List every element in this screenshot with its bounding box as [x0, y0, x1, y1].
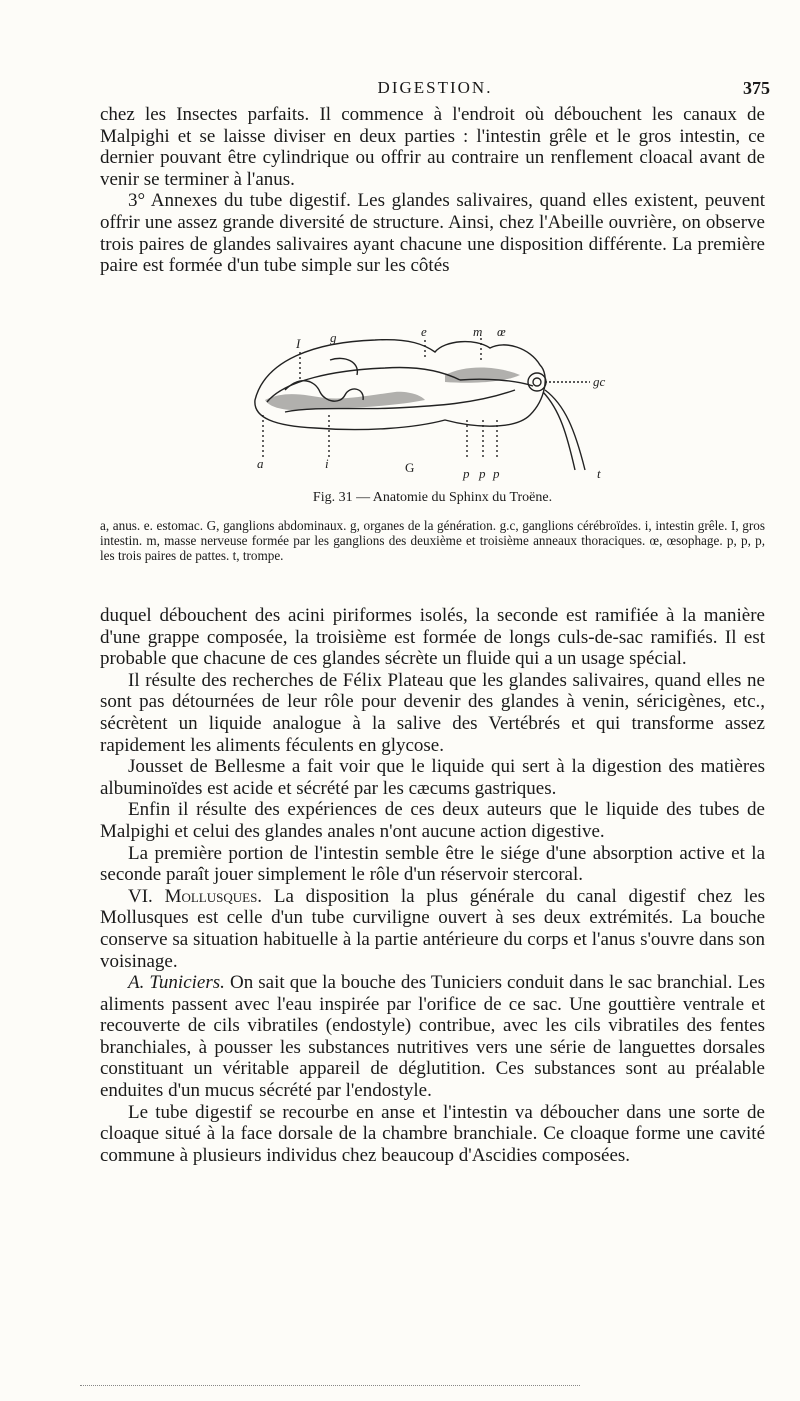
paragraph — [100, 972, 765, 1102]
figure-label: p — [479, 466, 486, 481]
section-heading: A. Tuniciers. — [128, 972, 225, 994]
running-title: DIGESTION. — [377, 78, 493, 97]
figure-label: G — [405, 460, 415, 475]
figure-label: p — [463, 466, 470, 481]
figure-label: g — [330, 330, 337, 345]
paragraph: Enfin il résulte des expériences de ces deux auteurs que le liquide des tubes de Malpighi et celui des glandes anales n'ont aucune action digestive. — [100, 799, 765, 842]
paragraph: chez les Insectes parfaits. Il commence à l'endroit où débouchent les canaux de Malpighi et se laisse diviser en deux parties : l'intestin grêle et le gros intestin, ce dernier pouvant être cylindrique ou offrir au contraire un renflement cloacal avant de venir se terminer à l'anus. — [100, 104, 765, 190]
paragraph: 3° Annexes du tube digestif. Les glandes salivaires, quand elles existent, peuvent offrir une assez grande diversité de structure. Ainsi, chez l'Abeille ouvrière, on observe trois paires de glandes salivaires ayant chacune une disposition différente. La première paire est formée d'un tube simple sur les côtés — [100, 190, 765, 277]
figure-label: t — [597, 466, 601, 481]
figure-label: e — [421, 324, 427, 339]
section-heading: VI. Mollusques. — [128, 885, 263, 907]
paragraph: Le tube digestif se recourbe en anse et l'intestin va déboucher dans une sorte de cloaque situé à la face dorsale de la chambre branchiale. Ce cloaque forme une cavité commune à plusieurs individus chez beaucoup d'Ascidies composées. — [100, 1101, 765, 1166]
figure-label: œ — [497, 324, 506, 339]
paragraph: Jousset de Bellesme a fait voir que le liquide qui sert à la digestion des matières albuminoïdes est acide et sécrété par les cæcums gastriques. — [100, 756, 765, 799]
figure-label: I — [296, 336, 301, 351]
page-number: 375 — [743, 78, 770, 98]
sphinx-anatomy-figure — [245, 320, 625, 485]
figure-label: a — [257, 456, 264, 471]
figure-label: m — [473, 324, 483, 339]
paragraph: Il résulte des recherches de Félix Plateau que les glandes salivaires, quand elles ne sont pas détournées de leur rôle pour devenir des glandes à venin, séricigènes, etc., sécrètent un liquide analogue à la salive des Vertébrés et qui transforme assez rapidement les aliments féculents en glycose. — [100, 669, 765, 756]
body-text — [100, 605, 765, 1166]
paragraph — [100, 886, 765, 972]
figure-label: gc — [593, 374, 606, 389]
figure-label: i — [325, 456, 329, 471]
figure-caption: Fig. 31 — Anatomie du Sphinx du Troëne. — [312, 490, 553, 505]
top-text — [100, 104, 765, 277]
figure-legend: a, anus. e. estomac. G, ganglions abdominaux. g, organes de la génération. g.c, ganglions cérébroïdes. i, intestin grêle. I, gros intestin. m, masse nerveuse formée par les ganglions des deuxième et troisième anneaux thoraciques. œ, œsophage. p, p, p, les trois paires de pattes. t, trompe. — [100, 518, 765, 563]
figure-label: p — [493, 466, 500, 481]
footer-rule — [80, 1385, 580, 1386]
paragraph-text: La disposition la plus générale du canal digestif chez les Mollusques est celle d'un tube curviligne ouvert à ses deux extrémités. La bouche conserve sa situation habituelle à la partie antérieure du corps et l'anus s'ouvre dans son voisinage. — [100, 885, 766, 972]
page-header — [100, 78, 770, 102]
paragraph: La première portion de l'intestin semble être le siége d'une absorption active et la seconde paraît jouer simplement le rôle d'un réservoir stercoral. — [100, 842, 765, 886]
paragraph: duquel débouchent des acini piriformes isolés, la seconde est ramifiée à la manière d'une grappe composée, la troisième est formée de longs culs-de-sac ramifiés. Il est probable que chacune de ces glandes sécrète un fluide qui a un usage spécial. — [100, 605, 765, 670]
paragraph-text: On sait que la bouche des Tuniciers conduit dans le sac branchial. Les aliments passent avec l'eau inspirée par l'orifice de ce sac. Une gouttière ventrale et recouverte de cils vibratiles (endostyle) contribue, avec les cils vibratiles des fentes branchiales, à pousser les substances nutritives vers une série de languettes dorsales constituant un véritable appareil de déglutition. Ces substances sont au préalable enduites d'un mucus sécrété par l'endostyle. — [100, 972, 766, 1102]
